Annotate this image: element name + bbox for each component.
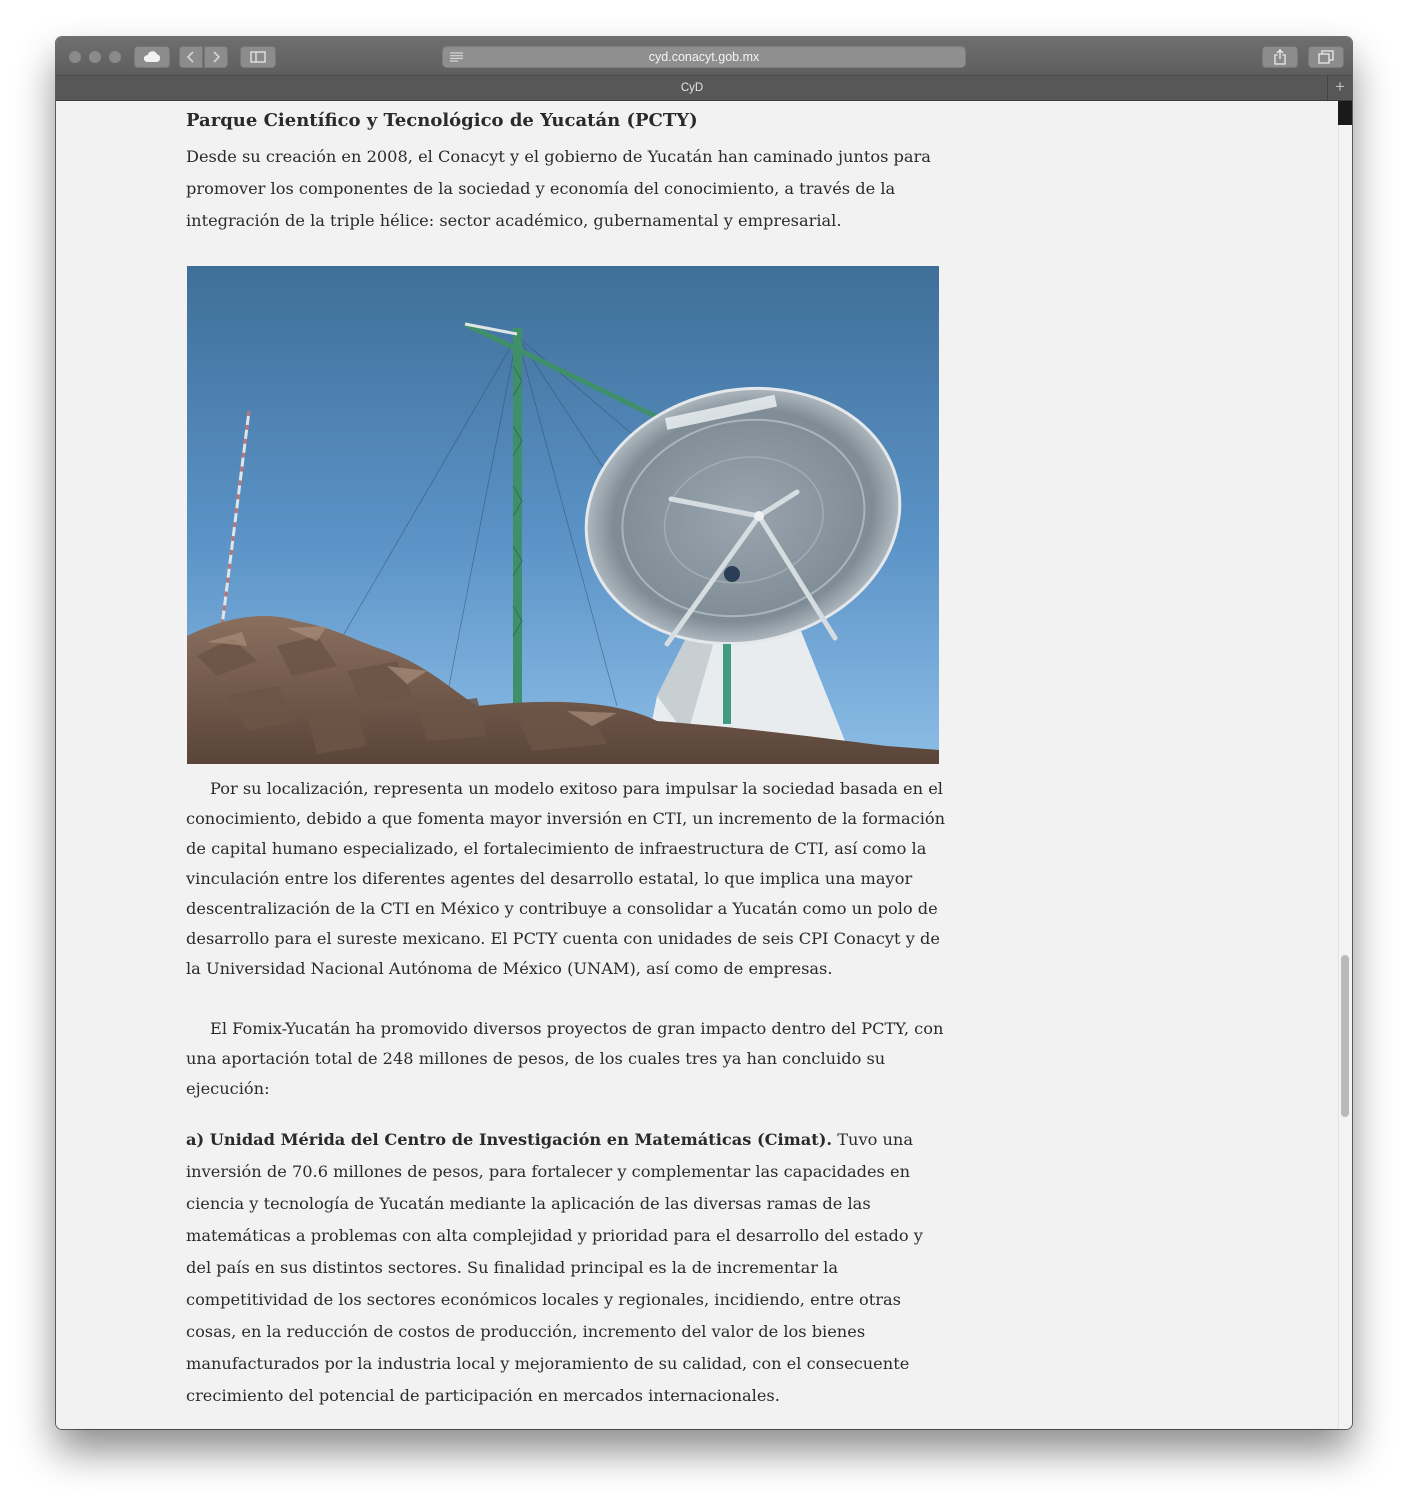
item-a-text: Tuvo una inversión de 70.6 millones de pesos, para fortalecer y complementar las capacidades en ciencia y tecnología de Yucatán mediante la aplicación de las diversas ramas de las matemáticas a problemas con alta complejidad y prioridad para el desarrollo del estado y del país en sus distintos sectores. Su finalidad principal es la de incrementar la competitividad de los sectores económicos locales y regionales, incidiendo, entre otras cosas, en la reducción de costos de producción, incremento del valor de los bienes manufacturados por la industria local y mejoramiento de su calidad, con el consecuente crecimiento del potencial de participación en mercados internacionales.	[186, 1130, 923, 1405]
item-a-title: a) Unidad Mérida del Centro de Investigación en Matemáticas (Cimat).	[186, 1130, 833, 1149]
icloud-tabs-button[interactable]	[134, 46, 170, 68]
item-a-paragraph	[186, 1124, 946, 1412]
url-text: cyd.conacyt.gob.mx	[648, 50, 760, 64]
browser-toolbar	[56, 37, 1352, 76]
fomix-paragraph: El Fomix-Yucatán ha promovido diversos proyectos de gran impacto dentro del PCTY, con una aportación total de 248 millones de pesos, de los cuales tres ya han concluido su ejecución:	[186, 1019, 944, 1098]
back-button[interactable]	[179, 46, 203, 68]
show-tabs-button[interactable]	[1308, 46, 1344, 68]
zoom-window-button[interactable]	[109, 51, 121, 63]
scrollbar-thumb[interactable]	[1341, 955, 1349, 1117]
address-bar[interactable]	[442, 46, 966, 68]
cloud-icon	[142, 51, 162, 63]
share-icon	[1273, 49, 1287, 65]
sidebar-toggle-button[interactable]	[240, 46, 276, 68]
tab-cyd[interactable]: CyD	[680, 82, 704, 94]
intro-paragraph: Desde su creación en 2008, el Conacyt y el gobierno de Yucatán han caminado juntos para promover los componentes de la sociedad y economía del conocimiento, a través de la integración de la triple hélice: sector académico, gubernamental y empresarial.	[186, 147, 931, 230]
tabs-overview-icon	[1318, 50, 1334, 64]
web-content	[56, 101, 1338, 1429]
sidebar-icon	[250, 51, 266, 63]
section-heading: Parque Científico y Tecnológico de Yucatán (PCTY)	[186, 110, 698, 131]
forward-button[interactable]	[204, 46, 228, 68]
new-tab-button[interactable]: +	[1327, 76, 1352, 100]
browser-window	[56, 37, 1352, 1429]
radio-telescope-photo	[187, 266, 939, 764]
minimize-window-button[interactable]	[89, 51, 101, 63]
location-paragraph: Por su localización, representa un modelo exitoso para impulsar la sociedad basada en el conocimiento, debido a que fomenta mayor inversión en CTI, un incremento de la formación de capital humano especializado, el fortalecimiento de infraestructura de CTI, así como la vinculación entre los diferentes agentes del desarrollo estatal, lo que implica una mayor descentralización de la CTI en México y contribuye a consolidar a Yucatán como un polo de desarrollo para el sureste mexicano. El PCTY cuenta con unidades de seis CPI Conacyt y de la Universidad Nacional Autónoma de México (UNAM), así como de empresas.	[186, 779, 946, 978]
reader-view-icon[interactable]	[450, 52, 463, 62]
close-window-button[interactable]	[69, 51, 81, 63]
tab-bar	[56, 76, 1352, 101]
share-button[interactable]	[1262, 46, 1298, 68]
chevron-right-icon	[211, 51, 221, 63]
scrollbar-top-block	[1338, 101, 1352, 125]
chevron-left-icon	[186, 51, 196, 63]
scrollbar-track[interactable]	[1338, 101, 1352, 1429]
